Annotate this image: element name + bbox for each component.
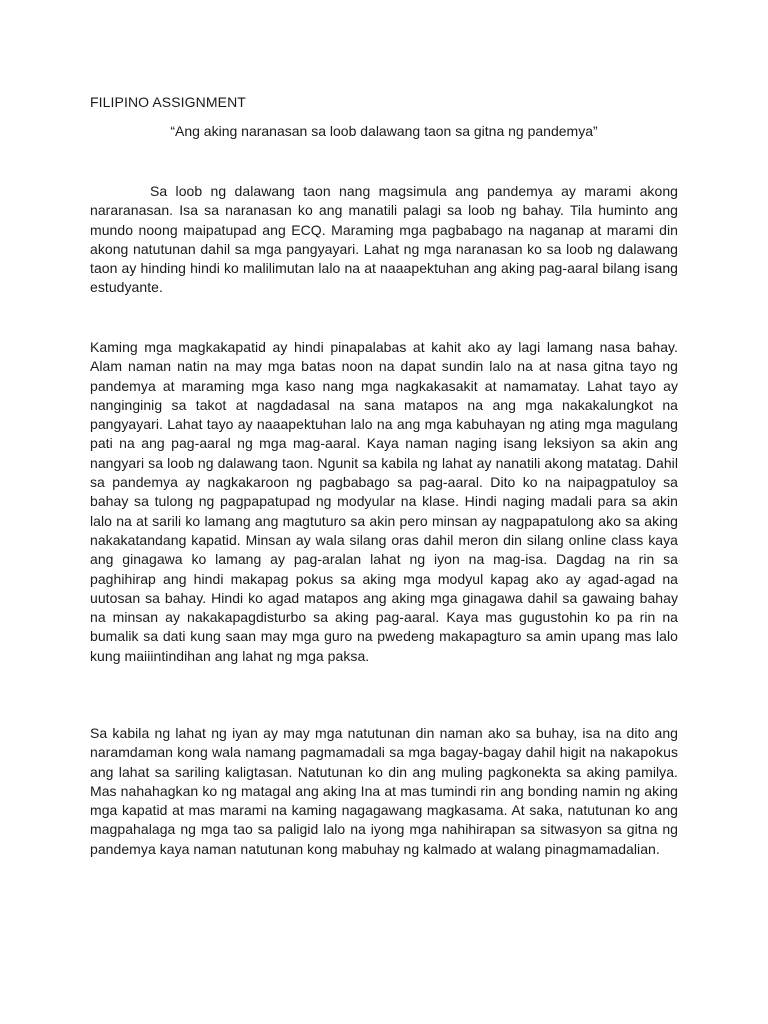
essay-title: “Ang aking naranasan sa loob dalawang taon sa gitna ng pandemya” — [170, 123, 598, 139]
assignment-label: FILIPINO ASSIGNMENT — [90, 94, 246, 110]
paragraph-3: Sa kabila ng lahat ng iyan ay may mga natutunan din naman ako sa buhay, isa na dito ang naramdaman kong wala namang pagmamadali sa mga bagay-bagay dahil higit na nakapokus ang lahat sa sariling kaligtasan. Natutunan ko din ang muling pagkonekta sa aking pamilya. Mas nahahagkan ko ng matagal ang aking Ina at mas tumindi rin ang bonding namin ng aking mga kapatid at mas marami na kaming nagagawang magkasama. At saka, natutunan ko ang magpahalaga ng mga tao sa paligid lalo na iyong mga nahihirapan sa sitwasyon sa gitna ng pandemya kaya naman natutunan kong mabuhay ng kalmado at walang pinagmamadalian. — [90, 725, 678, 857]
paragraph-2: Kaming mga magkakapatid ay hindi pinapalabas at kahit ako ay lagi lamang nasa bahay. Alam naman natin na may mga batas noon na dapat sundin lalo na at nasa gitna tayo ng pandemya at maraming mga kaso nang mga nagkakasakit at namamatay. Lahat tayo ay nanginginig sa takot at nagdadasal na sana matapos na ang mga nakakalungkot na pangyayari. Lahat tayo ay naaapektuhan lalo na ang mga kabuhayan ng ating mga magulang pati na ang pag-aaral ng mga mag-aaral. Kaya naman naging isang leksiyon sa akin ang nangyari sa loob ng dalawang taon. Ngunit sa kabila ng lahat ay nanatili akong matatag. Dahil sa pandemya ay nagkakaroon ng pagbabago sa pag-aaral. Dito ko na naipagpatuloy sa bahay sa tulong ng pagpapatupad ng modyular na klase. Hindi naging madali para sa akin lalo na at sarili ko lamang ang magtuturo sa akin pero minsan ay nagpapatulong ako sa aking nakakatandang kapatid. Minsan ay wala silang oras dahil meron din silang online class kaya ang ginagawa ko lamang ay pag-aralan lahat ng iyon na mag-isa. Dagdag na rin sa paghihirap ang hindi makapag pokus sa aking mga modyul kapag ako ay agad-agad na uutosan sa bahay. Hindi ko agad matapos ang aking mga ginagawa dahil sa gawaing bahay na minsan ay nakakapagdisturbo sa aking pag-aaral. Kaya mas gugustohin ko pa rin na bumalik sa dati kung saan may mga guro na pwedeng makapagturo sa amin upang mas lalo kung maiiintindihan ang lahat ng mga paksa. — [90, 339, 678, 664]
paragraph-1: Sa loob ng dalawang taon nang magsimula ang pandemya ay marami akong nararanasan. Isa sa naranasan ko ang manatili palagi sa loob ng bahay. Tila huminto ang mundo noong maipatupad ang ECQ. Maraming mga pagbabago na naganap at marami din akong natutunan dahil sa mga pangyayari. Lahat ng mga naranasan ko sa loob ng dalawang taon ay hinding hindi ko malilimutan lalo na at naaapektuhan ang aking pag-aaral bilang isang estudyante. — [90, 183, 678, 296]
